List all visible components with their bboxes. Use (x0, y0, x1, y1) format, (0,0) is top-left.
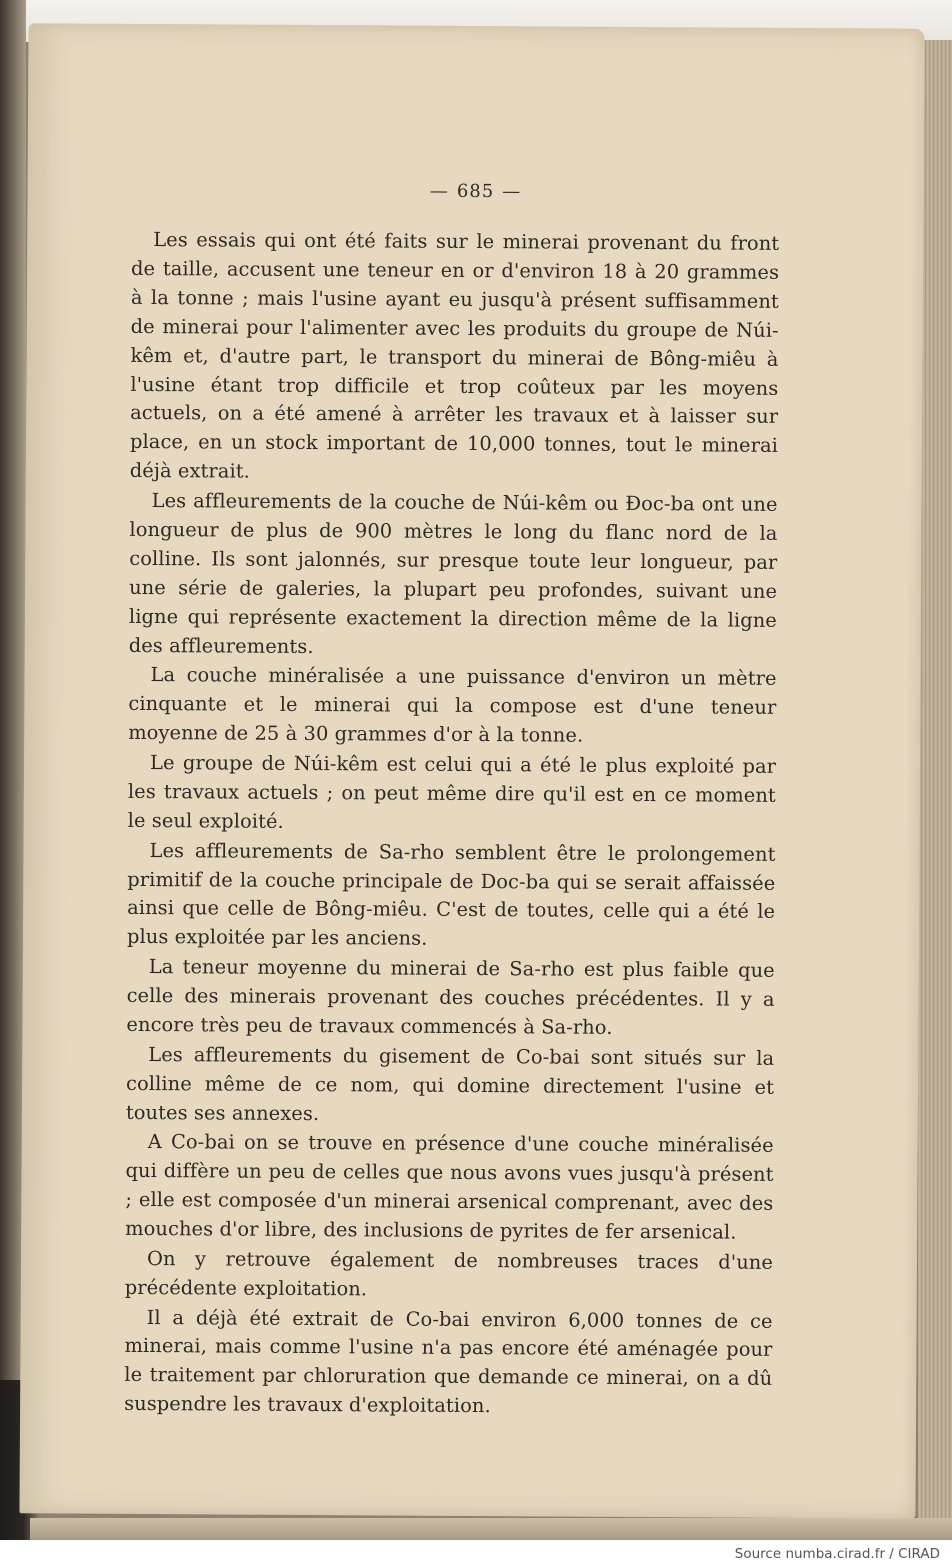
paragraph-7: Les affleurements du gisement de Co-bai sont situés sur la colline même de ce nom, qui domine directement l'usine et toutes ses annexes. (125, 1042, 775, 1125)
paragraph-9: On y retrouve également de nombreuses traces d'une précédente exploitation. (124, 1246, 774, 1301)
paragraph-6: La teneur moyenne du minerai de Sa-rho est plus faible que celle des minerais provenant des couches précédentes. Il y a encore très peu de travaux commencés à Sa-rho. (126, 955, 775, 1039)
source-credit: Source numba.cirad.fr / CIRAD (734, 1546, 940, 1562)
paragraph-5: Les affleurements de Sa-rho semblent être le prolongement primitif de la couche principale de Doc-ba qui se serait affaissée ainsi que celle de Bông-miêu. C'est de toutes, celle qui a été le plus exploitée par les anciens. (126, 838, 776, 951)
paragraph-4: Le groupe de Núi-kêm est celui qui a été le plus exploité par les travaux actuels ; on peut même dire qu'il est en ce moment le seul exploité. (127, 751, 777, 833)
book-page (19, 23, 924, 1518)
paragraph-3: La couche minéralisée a une puissance d'environ un mètre cinquante et le minerai qui la compose est d'une teneur moyenne de 25 à 30 grammes d'or à la tonne. (128, 663, 777, 747)
body-text (124, 226, 779, 1424)
page-number-value: 685 (456, 180, 495, 203)
page-number: — 685 — (429, 180, 522, 203)
paragraph-2: Les affleurements de la couche de Núi-kêm ou Đoc-ba ont une longueur de plus de 900 mètres le long du flanc nord de la colline. Ils sont jalonnés, sur presque toute leur longueur, par une série de galeries, la plupart peu profondes, suivant une ligne qui représente exactement la direction même de la ligne des affleurements. (128, 489, 778, 658)
page-stack-bottom-edge (30, 1518, 952, 1540)
paragraph-10: Il a déjà été extrait de Co-bai environ 6,000 tonnes de ce minerai, mais comme l'usine n'a pas encore été aménagée pour le traitement par chloruration que demande ce minerai, on a dû suspendre les travaux d'exploitation. (124, 1305, 773, 1418)
paragraph-8: A Co-bai on se trouve en présence d'une couche minéralisée qui diffère un peu de celles que nous avons vues jusqu'à présent ; elle est composée d'un minerai arsenical comprenant, avec des mouches d'or libre, des inclusions de pyrites de fer arsenical. (125, 1130, 774, 1244)
paragraph-1: Les essais qui ont été faits sur le minerai provenant du front de taille, accusent une teneur en or d'environ 18 à 20 grammes à la tonne ; mais l'usine ayant eu jusqu'à présent suffisamment de minerai pour l'alimenter avec les produits du groupe de Núi-kêm et, d'autre part, le transport du minerai de Bông-miêu à l'usine étant trop difficile et trop coûteux par les moyens actuels, on a été amené à arrêter les travaux et à laisser sur place, en un stock important de 10,000 tonnes, tout le minerai déjà extrait. (129, 228, 780, 483)
